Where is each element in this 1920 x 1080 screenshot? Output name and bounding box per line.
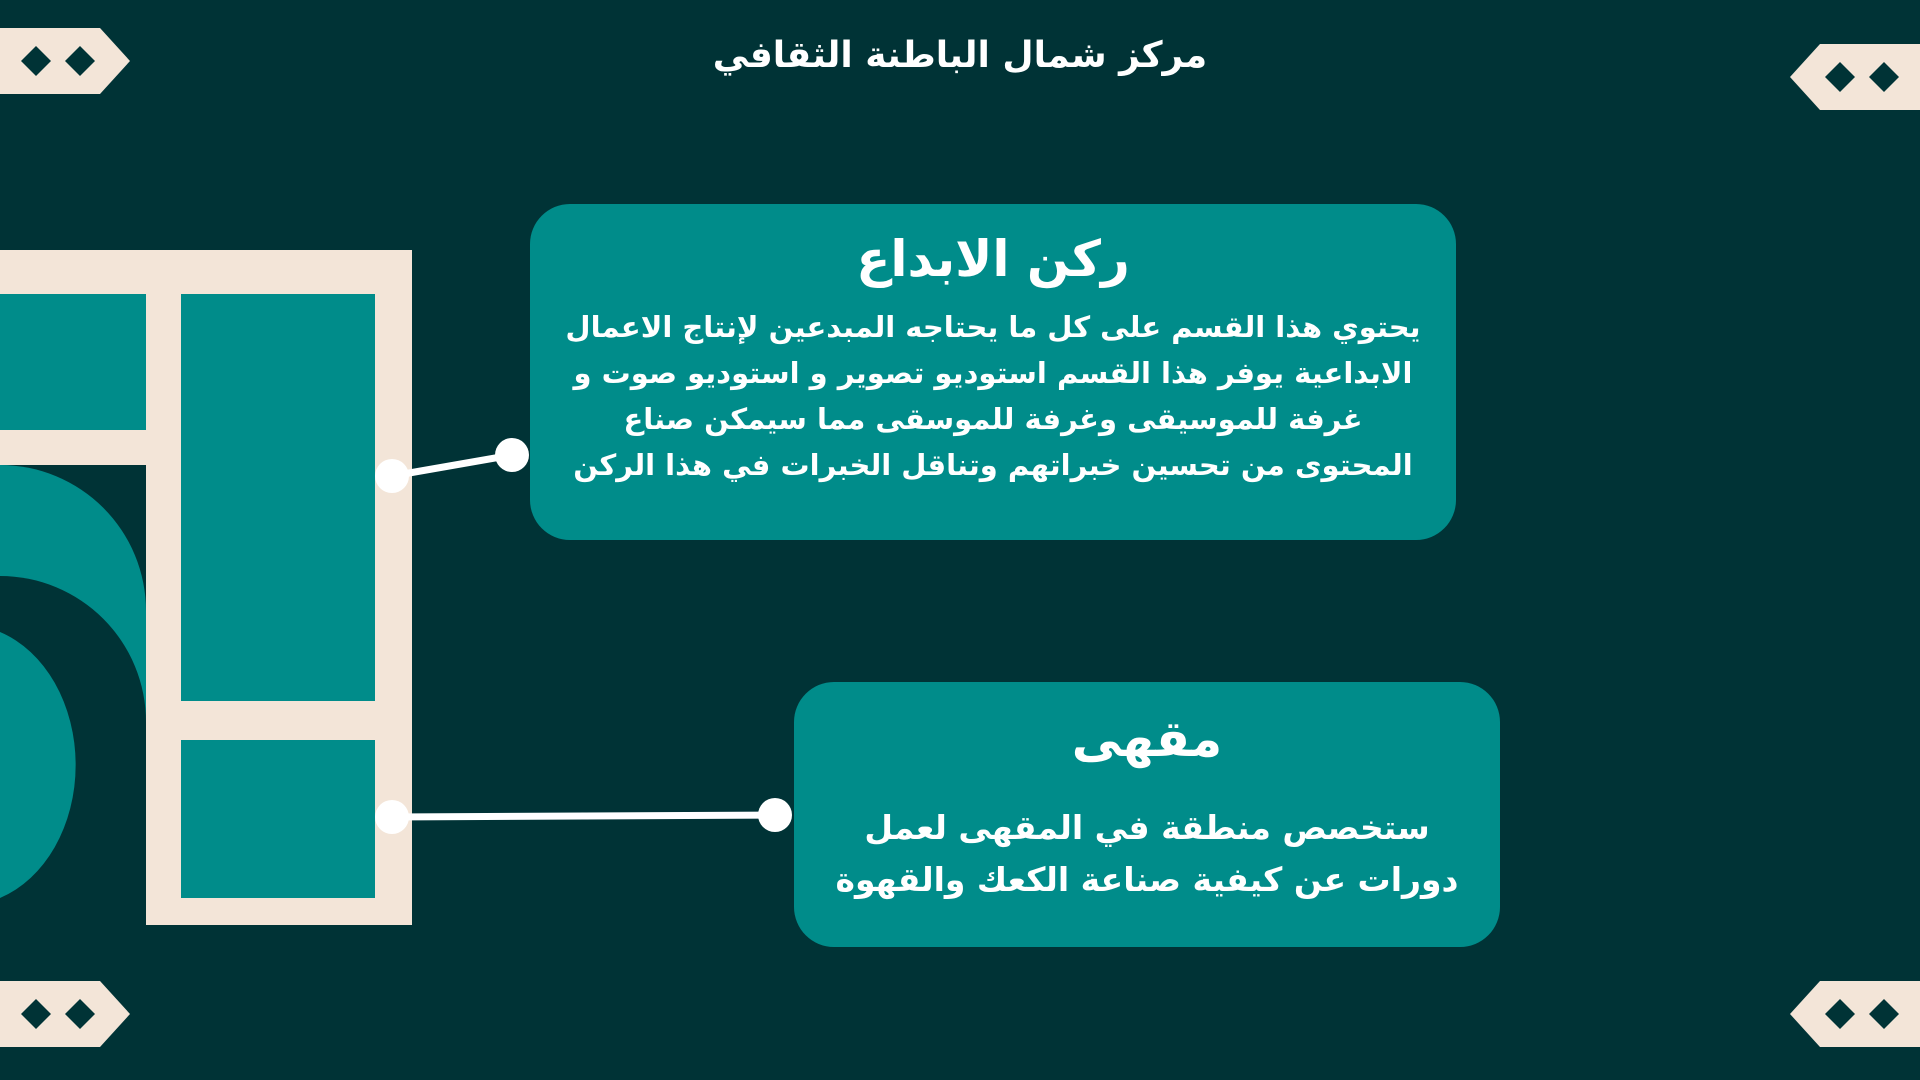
corner-ornament-bottom-left-icon xyxy=(0,981,130,1047)
connector-line-2 xyxy=(392,815,775,817)
card-cafe xyxy=(794,682,1500,947)
page-title: مركز شمال الباطنة الثقافي xyxy=(712,35,1208,76)
floor-plan-graphic xyxy=(0,250,412,925)
dot-icon xyxy=(758,798,792,832)
card-description: ستخصص منطقة في المقهى لعمل دورات عن كيفية صناعة الكعك والقهوة xyxy=(835,808,1459,899)
card-title: مقهى xyxy=(1071,710,1223,768)
dot-icon xyxy=(495,438,529,472)
corner-ornament-top-left-icon xyxy=(0,28,130,94)
corner-ornament-bottom-right-icon xyxy=(1790,981,1920,1047)
corner-ornament-top-right-icon xyxy=(1790,44,1920,110)
card-description: يحتوي هذا القسم على كل ما يحتاجه المبدعين لإنتاج الاعمال الابداعية يوفر هذا القسم استوديو تصوير و استوديو صوت و غرفة للموسيقى وغرفة للموسقى مما سيمكن صناع المحتوى من تحسين خبراتهم وتناقل الخبرات في هذا الركن xyxy=(565,310,1421,482)
card-title: ركن الابداع xyxy=(856,230,1130,288)
card-creativity-corner xyxy=(530,204,1456,540)
